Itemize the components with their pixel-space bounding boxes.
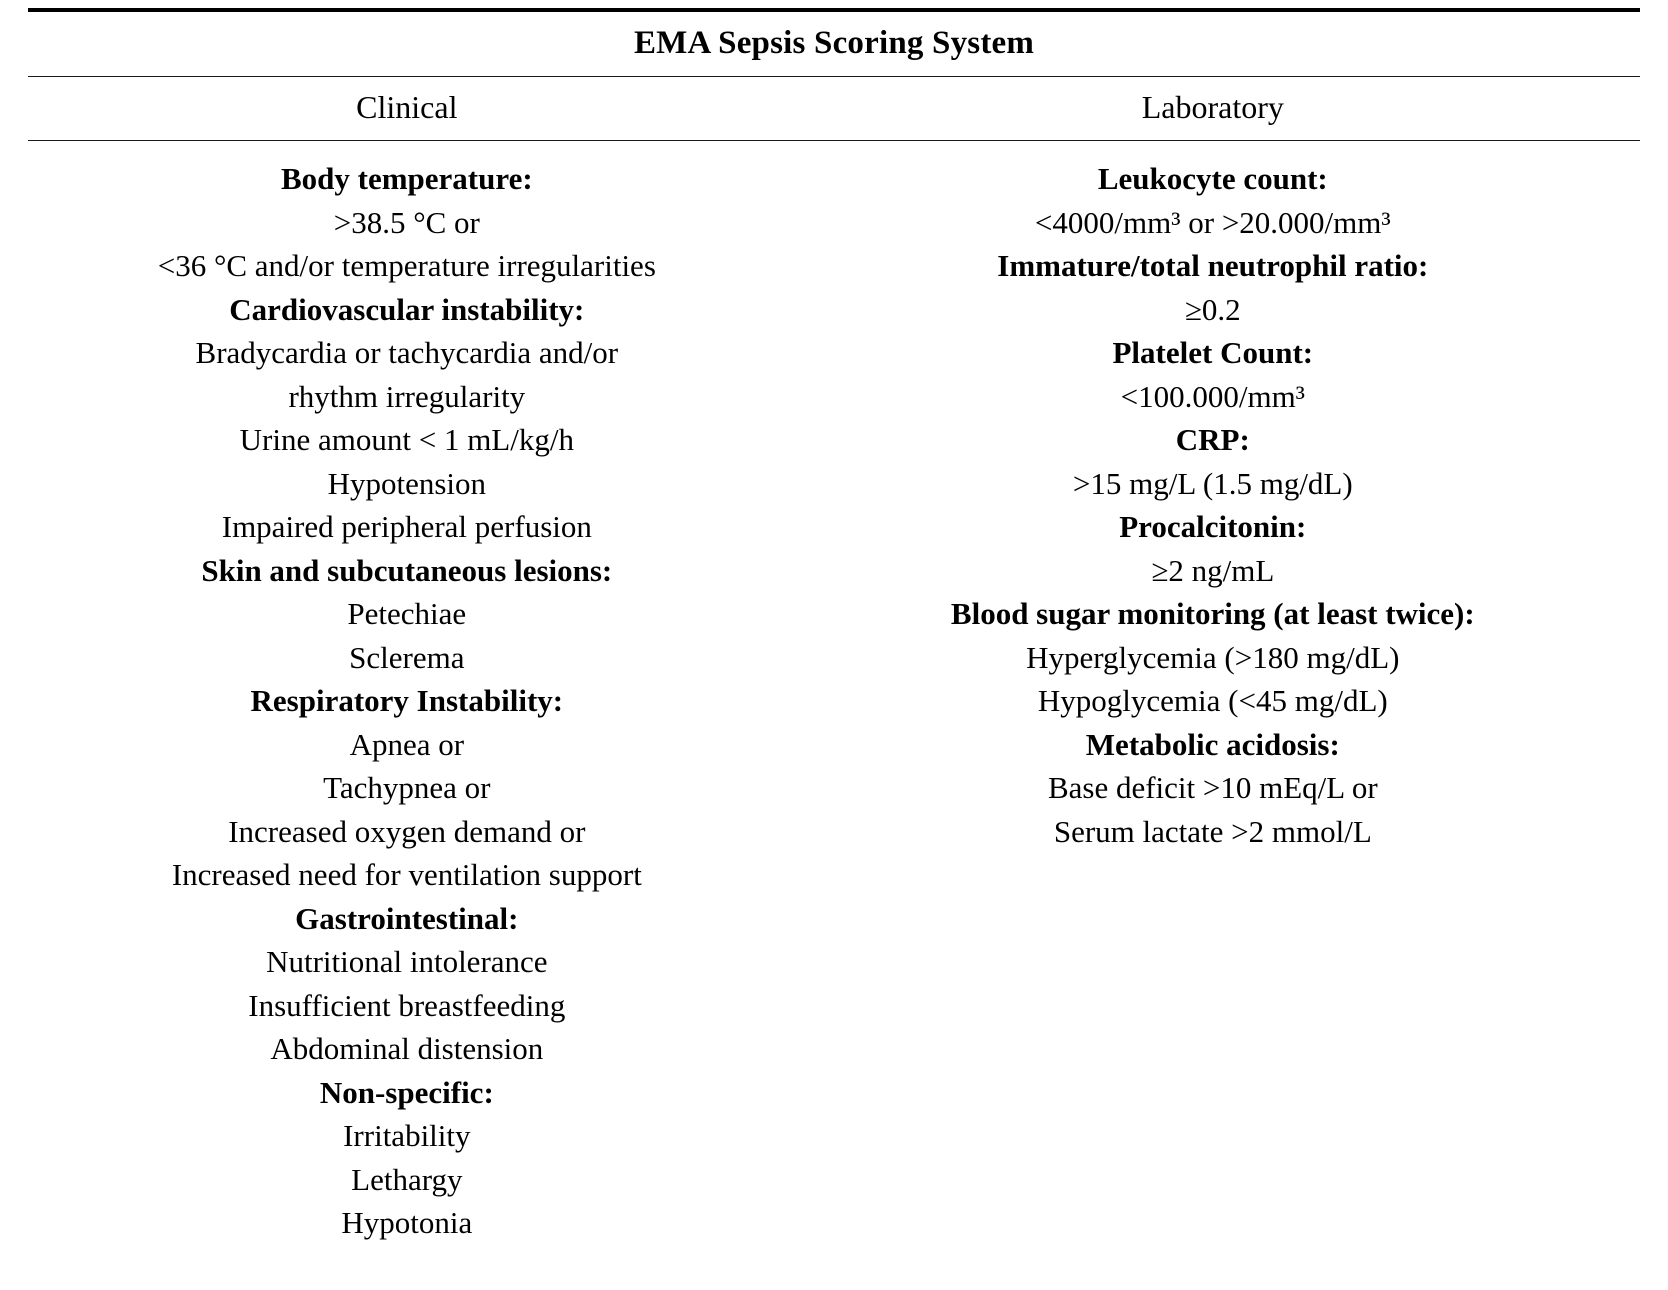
table-line: Abdominal distension [270, 1031, 544, 1066]
table-line: Procalcitonin: [1119, 509, 1307, 544]
clinical-column [28, 157, 786, 1245]
table-line: >38.5 °C or [333, 204, 480, 240]
table-line: Petechiae [347, 596, 467, 631]
table-line: Cardiovascular instability: [229, 291, 585, 327]
table-line: <4000/mm³ or >20.000/mm³ [1034, 204, 1391, 240]
table-line: Leukocyte count: [1097, 161, 1328, 196]
table-line: ≥2 ng/mL [1151, 552, 1275, 588]
table-line: Urine amount < 1 mL/kg/h [239, 422, 574, 457]
table-line: Apnea or [349, 726, 465, 762]
table-line: Hypotension [327, 465, 487, 501]
table-body [28, 141, 1640, 1245]
table-line: Lethargy [351, 1161, 463, 1197]
table-line: Increased oxygen demand or [228, 813, 586, 849]
table-line: Gastrointestinal: [295, 900, 519, 936]
table-line: <100.000/mm³ [1120, 378, 1305, 414]
table-line: >15 mg/L (1.5 mg/dL) [1072, 465, 1353, 501]
table-line: Base deficit >10 mEq/L or [1047, 770, 1378, 805]
table-line: Skin and subcutaneous lesions: [201, 552, 613, 588]
table-line: Tachypnea or [323, 770, 491, 805]
table-line: Serum lactate >2 mmol/L [1053, 813, 1372, 849]
table-line: Body temperature: [280, 161, 533, 196]
table-line: Insufficient breastfeeding [248, 987, 566, 1023]
laboratory-column [786, 157, 1640, 1245]
column-header-row [28, 77, 1640, 140]
table-line: Platelet Count: [1112, 335, 1314, 370]
table-line: Hyperglycemia (>180 mg/dL) [1026, 639, 1400, 675]
table-line: Bradycardia or tachycardia and/or [195, 335, 619, 370]
table-line: Sclerema [349, 639, 465, 675]
table-line: Impaired peripheral perfusion [221, 509, 592, 544]
table-line: Nutritional intolerance [266, 944, 548, 979]
table-line: Hypoglycemia (<45 mg/dL) [1037, 683, 1388, 718]
table-line: CRP: [1175, 422, 1250, 457]
table-line: Non-specific: [319, 1074, 494, 1110]
table-line: Irritability [343, 1118, 471, 1153]
table-line: rhythm irregularity [288, 378, 526, 414]
table-line: Immature/total neutrophil ratio: [997, 248, 1429, 283]
column-header-clinical: Clinical [356, 89, 458, 125]
table-line: Metabolic acidosis: [1085, 726, 1340, 762]
table-line: <36 °C and/or temperature irregularities [157, 248, 656, 283]
table-title: EMA Sepsis Scoring System [633, 25, 1035, 61]
column-header-laboratory: Laboratory [1141, 89, 1284, 125]
sepsis-scoring-table [28, 0, 1640, 1245]
table-line: ≥0.2 [1184, 291, 1241, 327]
table-line: Hypotonia [341, 1205, 473, 1240]
table-line: Respiratory Instability: [250, 683, 564, 718]
table-line: Blood sugar monitoring (at least twice): [950, 596, 1475, 631]
table-line: Increased need for ventilation support [171, 857, 642, 892]
